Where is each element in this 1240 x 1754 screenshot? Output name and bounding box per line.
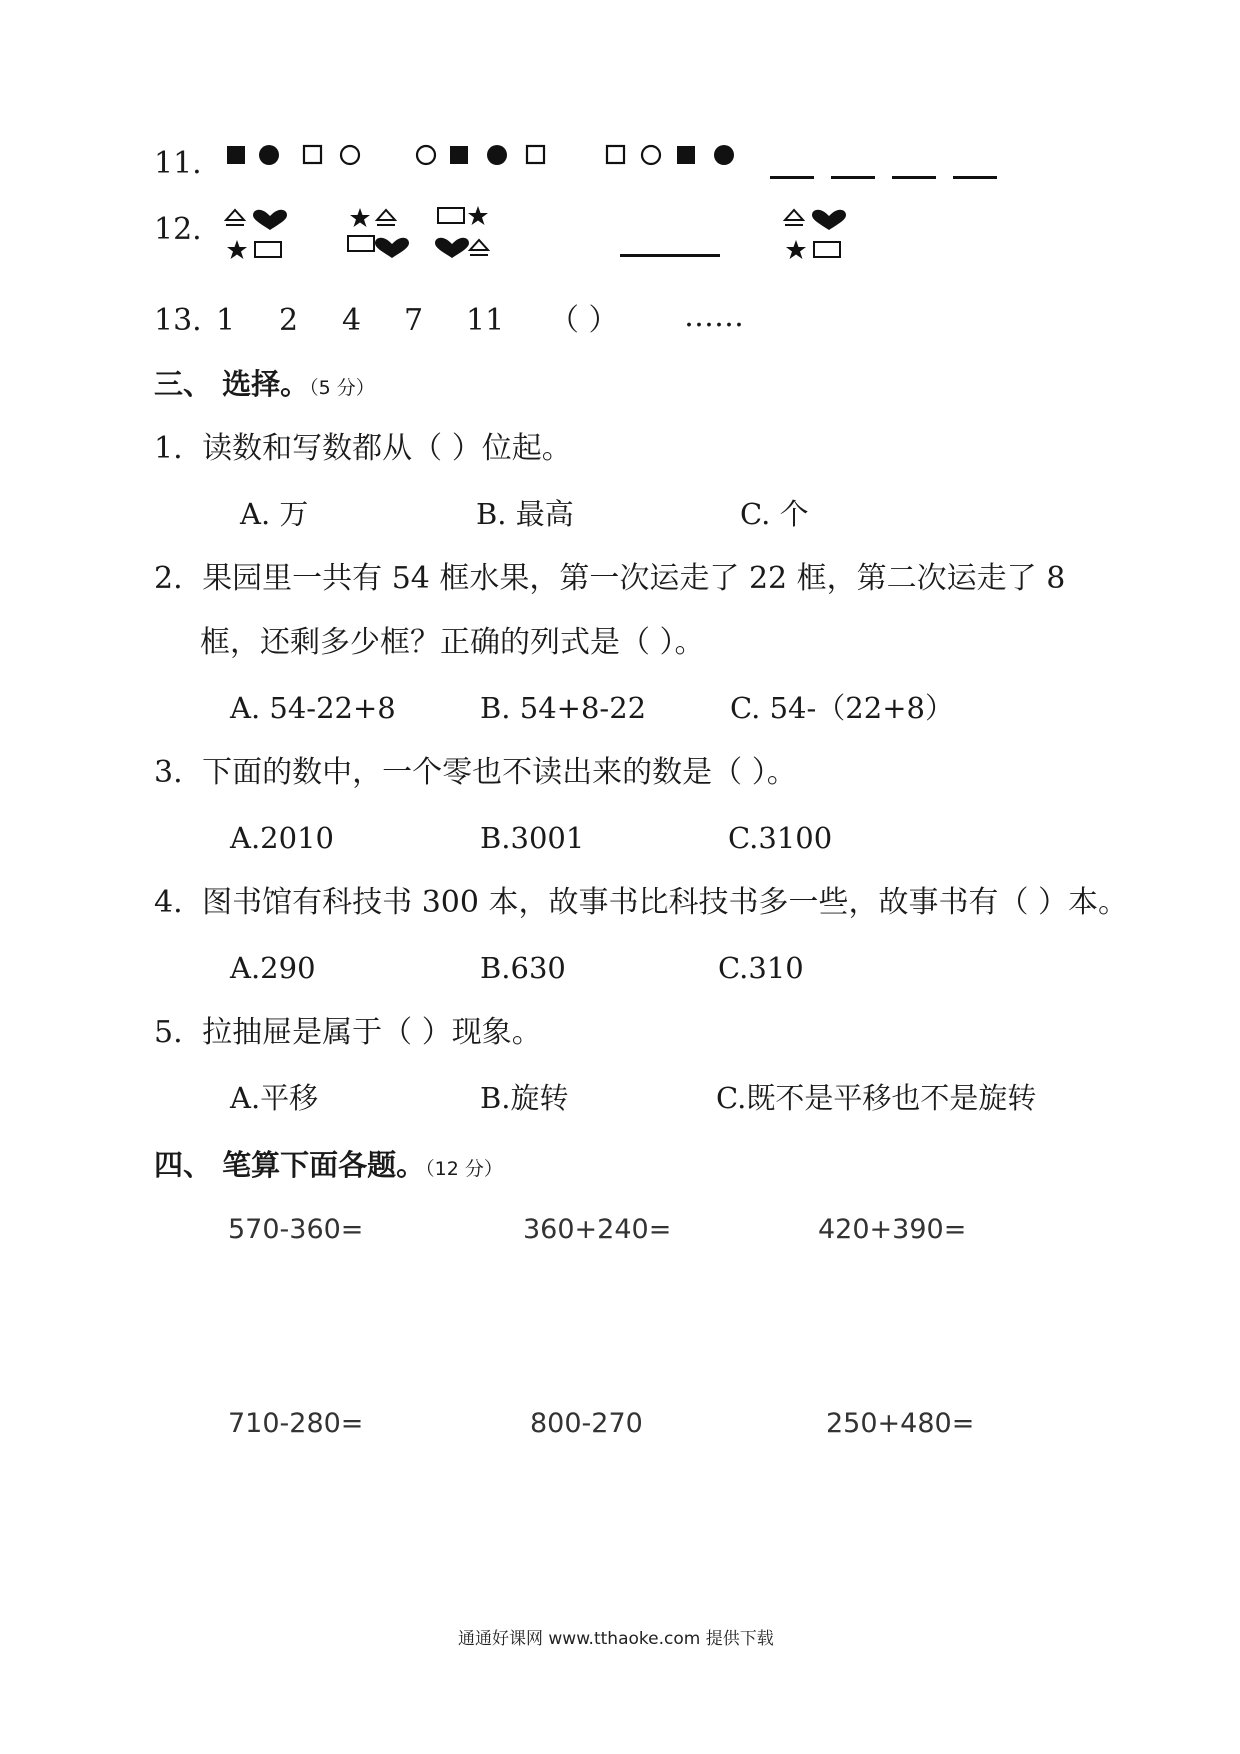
question-text: 拉抽屉是属于（ ）现象。 bbox=[202, 1015, 542, 1050]
s3-q2-option-b: B. 54+8-22 bbox=[480, 691, 647, 725]
open-square-icon bbox=[255, 242, 281, 257]
open-square-icon bbox=[814, 242, 840, 257]
s3-q1-option-c: C. 个 bbox=[740, 497, 809, 531]
heart-icon bbox=[375, 238, 409, 258]
section-4-title bbox=[154, 1147, 503, 1187]
sequence-term: 4 bbox=[342, 303, 362, 338]
s3-q4-option-c: C.310 bbox=[718, 951, 804, 985]
open-square-icon bbox=[527, 146, 544, 163]
s3-question-1 bbox=[154, 431, 572, 467]
s3-q4-option-a: A.290 bbox=[230, 951, 316, 985]
filled-square-icon bbox=[677, 146, 695, 164]
triangle-icon bbox=[377, 210, 395, 225]
s3-question-5 bbox=[154, 1015, 542, 1051]
s3-q1-option-b: B. 最高 bbox=[476, 497, 574, 531]
star-icon bbox=[227, 240, 247, 259]
heart-icon bbox=[812, 210, 846, 230]
open-circle-icon bbox=[341, 146, 359, 164]
s3-q3-option-c: C.3100 bbox=[728, 821, 833, 855]
q11-shape-sequence bbox=[225, 140, 1025, 184]
question-text: 下面的数中，一个零也不读出来的数是（ ）。 bbox=[202, 755, 797, 790]
question-number: 5. bbox=[154, 1015, 183, 1050]
s3-q5-option-c: C.既不是平移也不是旋转 bbox=[716, 1081, 1037, 1115]
filled-circle-icon bbox=[714, 145, 734, 165]
star-icon bbox=[786, 240, 806, 259]
q13-row bbox=[154, 299, 854, 339]
question-text: 图书馆有科技书 300 本，故事书比科技书多一些，故事书有（ ）本。 bbox=[202, 885, 1129, 920]
open-square-icon bbox=[607, 146, 624, 163]
answer-blank bbox=[953, 176, 997, 179]
filled-circle-icon bbox=[487, 145, 507, 165]
calc-problem: 360+240= bbox=[523, 1214, 672, 1245]
answer-blank bbox=[831, 176, 875, 179]
question-number: 3. bbox=[154, 755, 183, 790]
open-circle-icon bbox=[642, 146, 660, 164]
section-3-score: （5 分） bbox=[309, 377, 375, 399]
section-3-title bbox=[154, 366, 375, 406]
filled-circle-icon bbox=[259, 145, 279, 165]
open-circle-icon bbox=[417, 146, 435, 164]
section-4-heading: 四、 笔算下面各题。 bbox=[154, 1148, 426, 1182]
footer-source: 通通好课网 www.tthaoke.com 提供下载 bbox=[458, 1629, 774, 1649]
question-text: 读数和写数都从（ ）位起。 bbox=[202, 431, 572, 466]
s3-q3-option-a: A.2010 bbox=[230, 821, 334, 855]
calc-problem: 710-280= bbox=[228, 1408, 364, 1439]
answer-blank bbox=[770, 176, 814, 179]
open-square-icon bbox=[438, 208, 464, 223]
s3-q4-option-b: B.630 bbox=[480, 951, 566, 985]
calc-problem: 420+390= bbox=[818, 1214, 967, 1245]
star-icon bbox=[350, 208, 370, 227]
q13-label: 13. bbox=[154, 303, 202, 338]
s3-question-2-cont: 框，还剩多少框？正确的列式是（ ）。 bbox=[200, 625, 705, 660]
s3-q2-option-c: C. 54-（22+8） bbox=[730, 691, 954, 725]
q12-shape-sequence bbox=[222, 206, 882, 266]
calc-problem: 800-270 bbox=[530, 1408, 643, 1439]
section-3-heading: 三、 选择。 bbox=[154, 367, 310, 401]
s3-q5-option-a: A.平移 bbox=[230, 1081, 319, 1115]
sequence-term: 11 bbox=[466, 303, 505, 338]
s3-question-4 bbox=[154, 885, 1128, 921]
answer-blank bbox=[892, 176, 936, 179]
q11-label: 11. bbox=[154, 146, 202, 181]
ellipsis: …… bbox=[684, 299, 744, 334]
triangle-icon bbox=[470, 240, 488, 255]
open-square-icon bbox=[348, 236, 374, 251]
section-4-score: （12 分） bbox=[425, 1158, 503, 1180]
s3-q5-option-b: B.旋转 bbox=[480, 1081, 569, 1115]
question-number: 1. bbox=[154, 431, 183, 466]
answer-parentheses: （ ） bbox=[549, 303, 619, 338]
s3-question-2 bbox=[154, 561, 1065, 597]
triangle-icon bbox=[785, 210, 803, 225]
filled-square-icon bbox=[450, 146, 468, 164]
s3-q2-option-a: A. 54-22+8 bbox=[230, 691, 396, 725]
question-text: 果园里一共有 54 框水果，第一次运走了 22 框，第二次运走了 8 bbox=[202, 561, 1066, 596]
calc-problem: 250+480= bbox=[826, 1408, 975, 1439]
open-square-icon bbox=[304, 146, 321, 163]
heart-icon bbox=[435, 238, 469, 258]
s3-q3-option-b: B.3001 bbox=[480, 821, 585, 855]
question-number: 2. bbox=[154, 561, 183, 596]
s3-question-3 bbox=[154, 755, 797, 791]
s3-q1-option-a: A. 万 bbox=[240, 497, 309, 531]
question-number: 4. bbox=[154, 885, 183, 920]
sequence-term: 2 bbox=[279, 303, 299, 338]
sequence-term: 1 bbox=[216, 303, 236, 338]
answer-blank bbox=[620, 254, 720, 257]
sequence-term: 7 bbox=[404, 303, 424, 338]
triangle-icon bbox=[226, 210, 244, 225]
heart-icon bbox=[253, 210, 287, 230]
q12-label: 12. bbox=[154, 212, 202, 247]
star-icon bbox=[468, 206, 488, 225]
calc-problem: 570-360= bbox=[228, 1214, 364, 1245]
filled-square-icon bbox=[227, 146, 245, 164]
